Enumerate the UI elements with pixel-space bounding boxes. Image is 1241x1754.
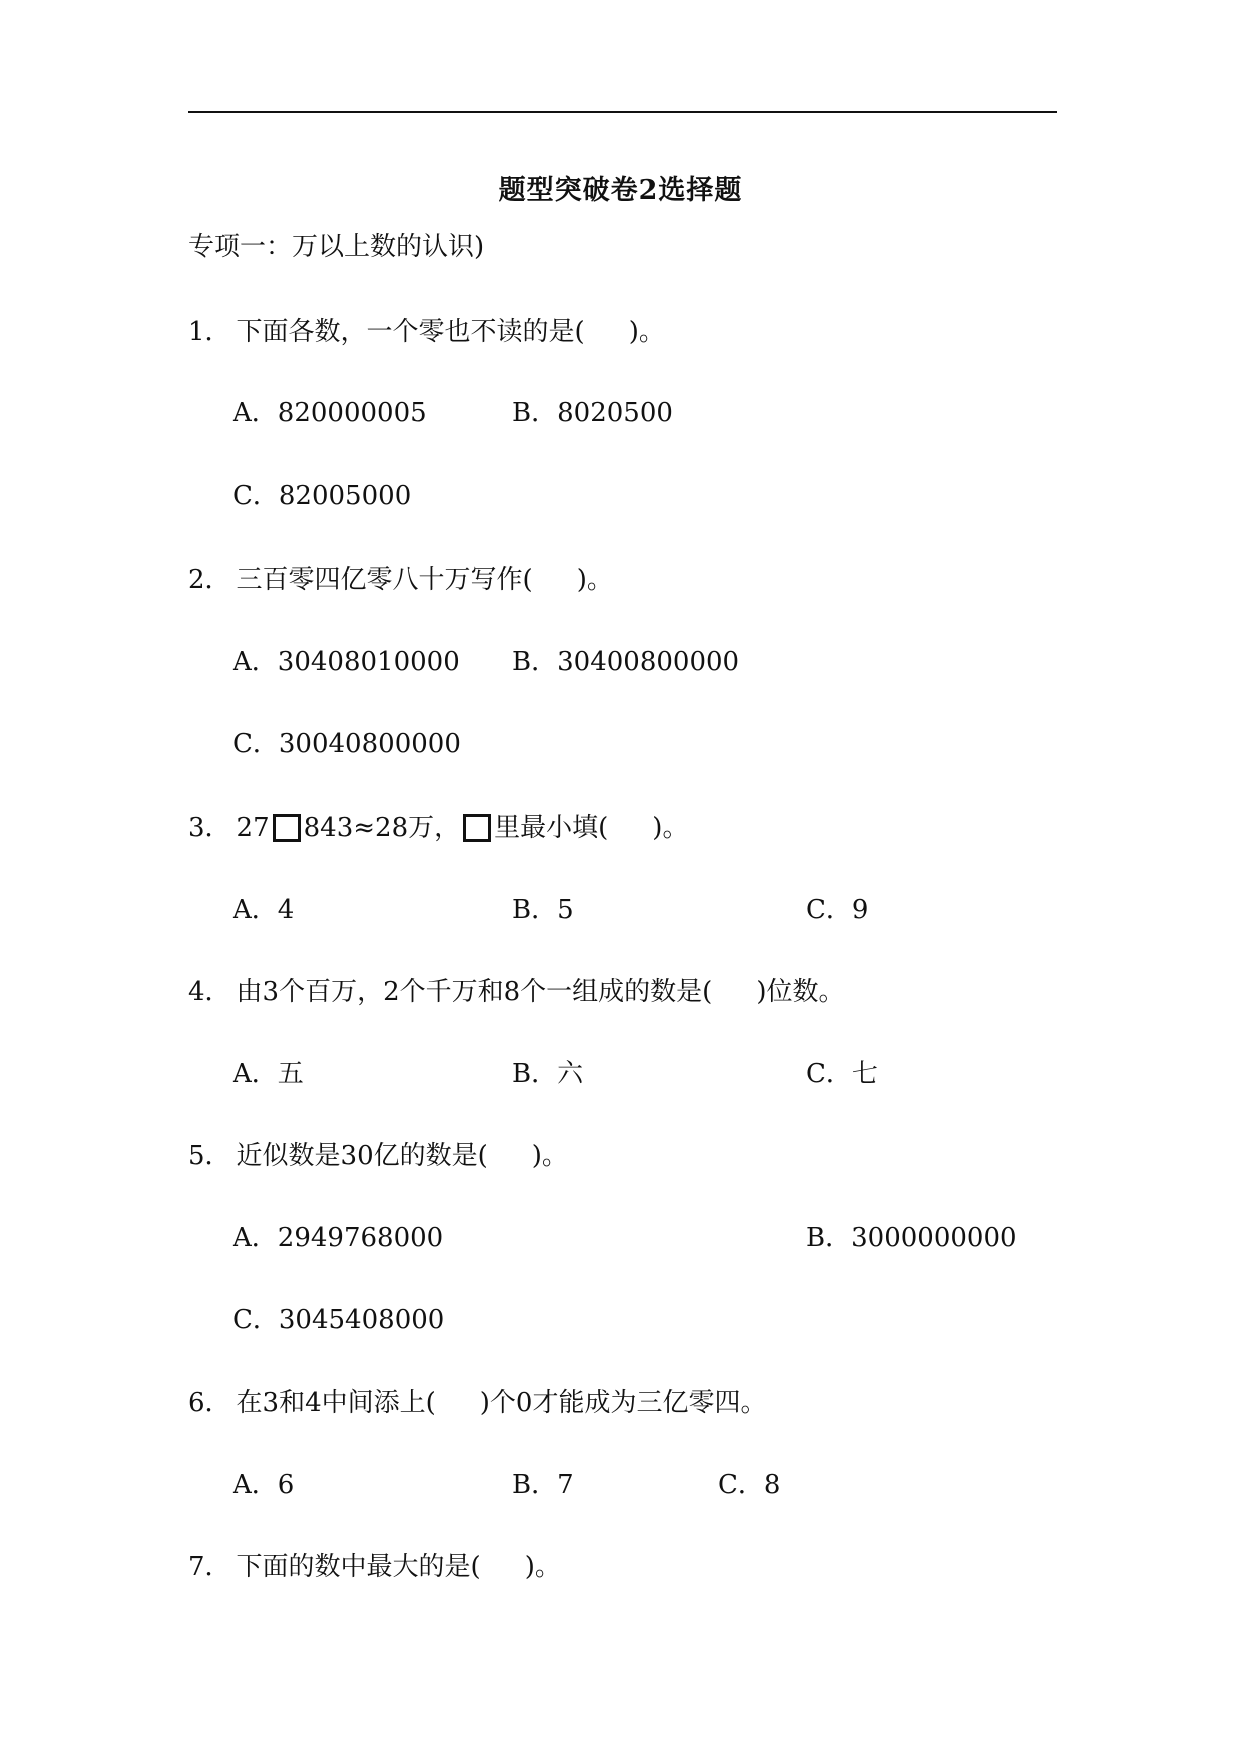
- option-a[interactable]: A．2949768000: [233, 1223, 444, 1253]
- question-text: 在3和4中间添上(: [236, 1388, 436, 1418]
- question-number: 6．: [188, 1388, 231, 1418]
- option-c[interactable]: C．30040800000: [233, 729, 461, 759]
- question-text: 下面各数，一个零也不读的是(: [236, 317, 585, 347]
- question-text-end: )。: [531, 1141, 568, 1171]
- option-b[interactable]: B．7: [512, 1470, 574, 1500]
- question-5: [188, 1139, 568, 1173]
- blank-box-icon: [273, 814, 301, 842]
- question-number: 3．: [188, 813, 231, 843]
- option-b[interactable]: B．六: [512, 1059, 584, 1089]
- option-c[interactable]: C．82005000: [233, 481, 412, 511]
- question-text-part: 里最小填(: [494, 813, 609, 843]
- question-text: 下面的数中最大的是(: [236, 1552, 481, 1582]
- option-b[interactable]: B．30400800000: [512, 647, 740, 677]
- blank-box-icon: [463, 814, 491, 842]
- section-heading: 专项一：万以上数的认识): [188, 232, 485, 262]
- question-text-end: )。: [628, 317, 665, 347]
- question-text-end: )个0才能成为三亿零四。: [479, 1388, 767, 1418]
- question-text-end: )。: [524, 1552, 561, 1582]
- question-number: 5．: [188, 1141, 231, 1171]
- option-c[interactable]: C．七: [806, 1059, 878, 1089]
- question-text-part: 27: [236, 813, 270, 843]
- question-number: 7．: [188, 1552, 231, 1582]
- question-number: 1．: [188, 317, 231, 347]
- question-text: 由3个百万，2个千万和8个一组成的数是(: [236, 977, 713, 1007]
- option-a[interactable]: A．820000005: [233, 398, 427, 428]
- option-a[interactable]: A．6: [233, 1470, 295, 1500]
- option-b[interactable]: B．3000000000: [806, 1223, 1017, 1253]
- option-c[interactable]: C．3045408000: [233, 1305, 445, 1335]
- option-c[interactable]: C．9: [806, 895, 869, 925]
- question-4: [188, 975, 844, 1009]
- question-text-part: 843≈28万，: [303, 813, 461, 843]
- page-title: 题型突破卷2选择题: [498, 175, 743, 206]
- question-7: [188, 1550, 561, 1584]
- option-c[interactable]: C．8: [718, 1470, 781, 1500]
- header-rule: [188, 111, 1057, 113]
- question-number: 2．: [188, 565, 231, 595]
- option-a[interactable]: A．30408010000: [233, 647, 460, 677]
- question-text: 近似数是30亿的数是(: [236, 1141, 488, 1171]
- question-text-end: )位数。: [756, 977, 845, 1007]
- question-6: [188, 1386, 766, 1420]
- question-text-end: )。: [576, 565, 613, 595]
- option-a[interactable]: A．4: [233, 895, 295, 925]
- option-a[interactable]: A．五: [233, 1059, 304, 1089]
- option-b[interactable]: B．8020500: [512, 398, 673, 428]
- question-text-end: )。: [652, 813, 689, 843]
- question-number: 4．: [188, 977, 231, 1007]
- question-text: 三百零四亿零八十万写作(: [236, 565, 533, 595]
- option-b[interactable]: B．5: [512, 895, 574, 925]
- question-1: [188, 315, 665, 349]
- question-3: [188, 811, 688, 845]
- question-2: [188, 563, 613, 597]
